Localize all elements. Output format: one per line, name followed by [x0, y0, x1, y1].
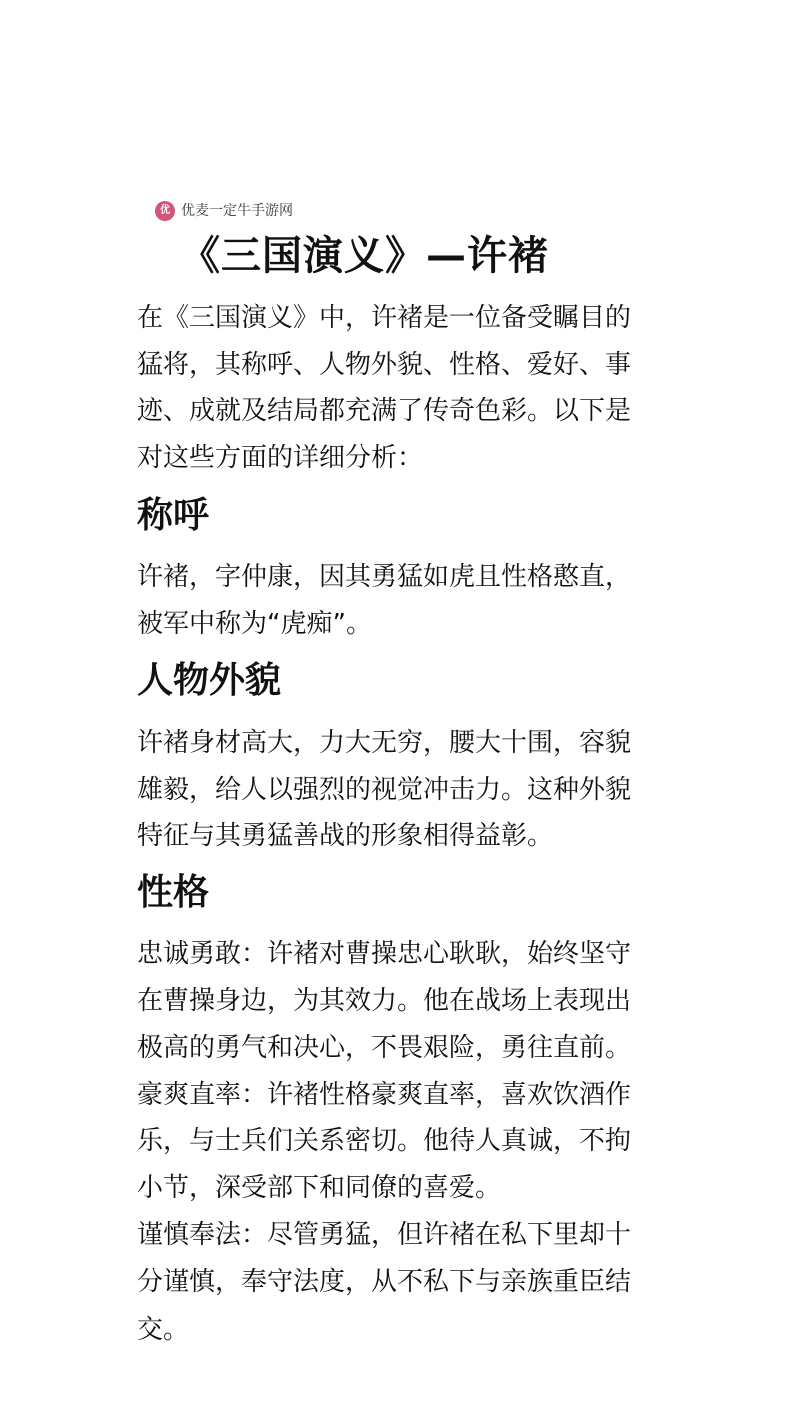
body-line: 在曹操身边，为其效力。他在战场上表现出: [137, 986, 632, 1016]
watermark-text: 优麦一定牛手游网: [181, 203, 293, 219]
body-line: 特征与其勇猛善战的形象相得益彰。: [137, 821, 554, 851]
body-line: 小节，深受部下和同僚的喜爱。: [137, 1173, 502, 1203]
intro-line: 迹、成就及结局都充满了传奇色彩。以下是: [137, 396, 632, 426]
section-heading: 人物外貌: [137, 660, 282, 701]
body-line: 交。: [137, 1315, 190, 1345]
intro-line: 猛将，其称呼、人物外貌、性格、爱好、事: [137, 350, 632, 380]
body-line: 乐，与士兵们关系密切。他待人真诚，不拘: [137, 1126, 632, 1156]
intro-line: 对这些方面的详细分析：: [137, 443, 424, 473]
section-heading: 称呼: [137, 495, 210, 536]
body-line: 许褚，字仲康，因其勇猛如虎且性格憨直，: [137, 562, 632, 592]
body-line: 极高的勇气和决心，不畏艰险，勇往直前。: [137, 1033, 632, 1063]
section-heading: 性格: [137, 872, 210, 913]
body-line: 许褚身材高大，力大无穷，腰大十围，容貌: [137, 728, 632, 758]
article-title: 《三国演义》—许褚: [180, 233, 549, 279]
body-line: 被军中称为“虎痴”。: [137, 609, 372, 639]
body-line: 谨慎奉法：尽管勇猛，但许褚在私下里却十: [137, 1220, 632, 1250]
body-line: 忠诚勇敢：许褚对曹操忠心耿耿，始终坚守: [137, 939, 632, 969]
watermark: [155, 200, 293, 222]
intro-line: 在《三国演义》中，许褚是一位备受瞩目的: [137, 303, 632, 333]
body-line: 分谨慎，奉守法度，从不私下与亲族重臣结: [137, 1267, 632, 1297]
body-line: 豪爽直率：许褚性格豪爽直率，喜欢饮酒作: [137, 1080, 632, 1110]
body-line: 雄毅，给人以强烈的视觉冲击力。这种外貌: [137, 775, 632, 805]
watermark-logo-icon: 优: [155, 201, 175, 221]
